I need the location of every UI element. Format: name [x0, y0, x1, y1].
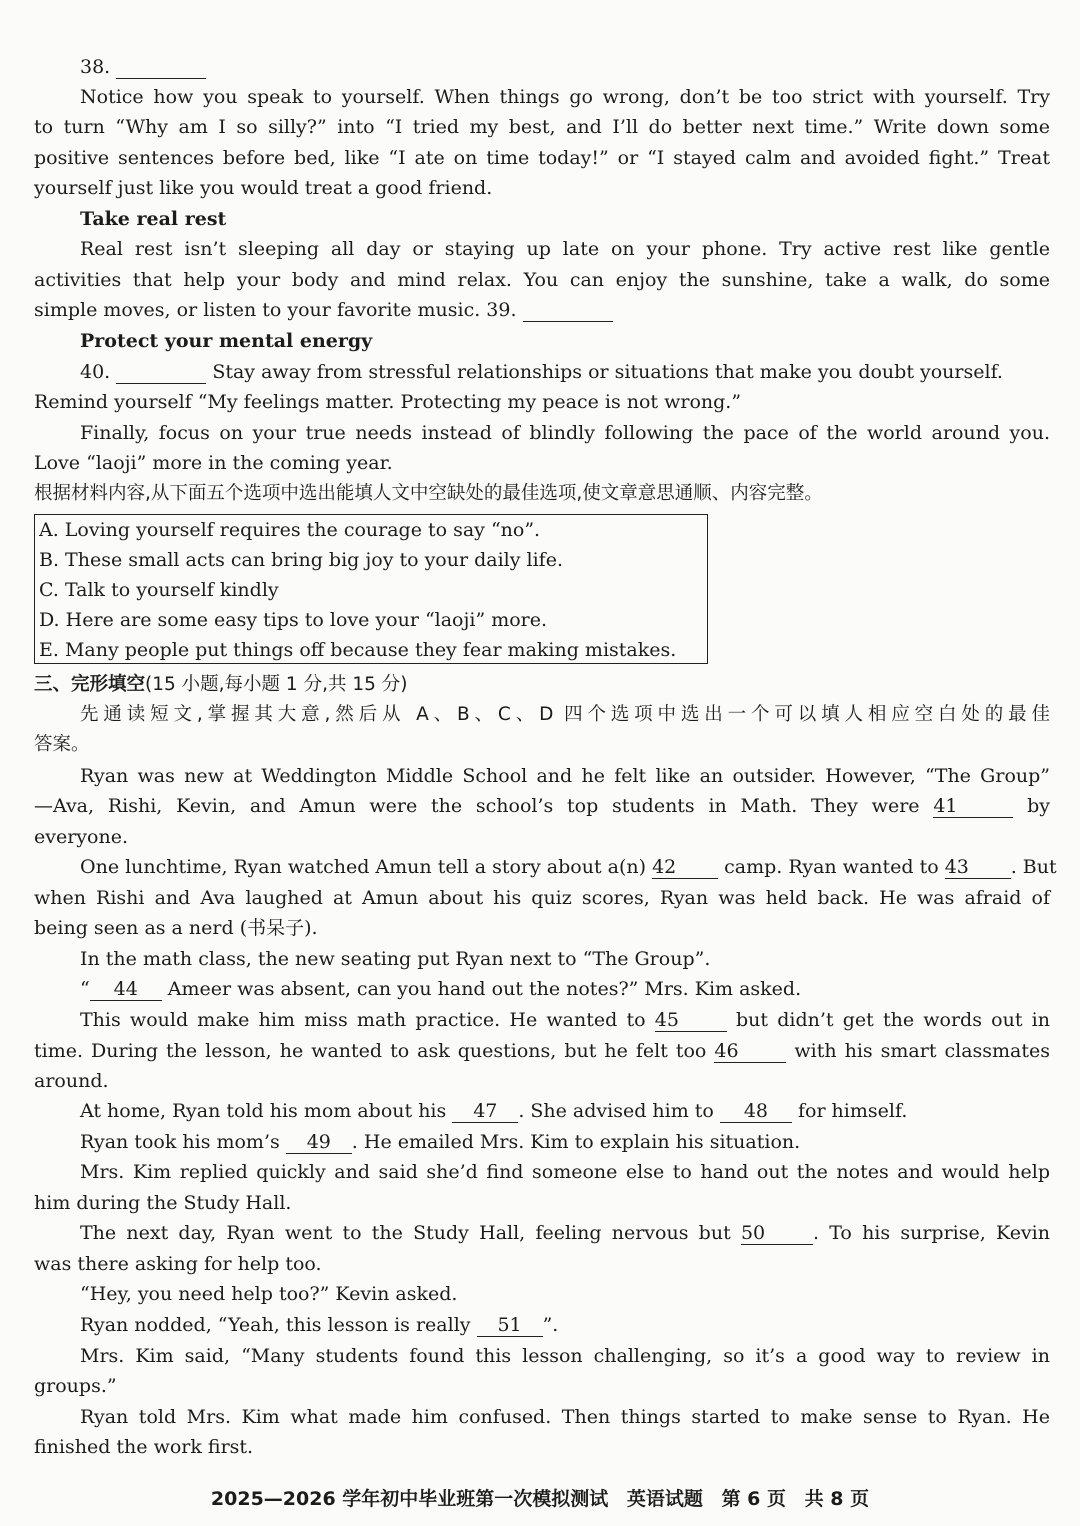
- cloze-line: [80, 1005, 1050, 1035]
- cloze-blank-47[interactable]: 47: [452, 1100, 518, 1123]
- cloze-text: “: [80, 978, 90, 1000]
- cloze-blank-43[interactable]: 43: [945, 856, 1011, 879]
- footer-page-number: 第 6 页: [721, 1488, 787, 1510]
- cloze-line: In the math class, the new seating put Ryan next to “The Group”.: [80, 948, 711, 970]
- para-talk-line: Notice how you speak to yourself. When things go wrong, don’t be too strict with yourself. Try: [80, 86, 1050, 108]
- page-footer: [0, 1484, 1080, 1511]
- cloze-line: [80, 1310, 1050, 1340]
- cloze-line: “Hey, you need help too?” Kevin asked.: [80, 1283, 458, 1305]
- para-talk-line: yourself just like you would treat a good friend.: [34, 177, 493, 199]
- cloze-line: Mrs. Kim replied quickly and said she’d find someone else to hand out the notes and would help: [80, 1161, 1050, 1183]
- cloze-line: was there asking for help too.: [34, 1253, 322, 1275]
- cloze-blank-46[interactable]: 46: [714, 1040, 786, 1063]
- cloze-text: Ameer was absent, can you hand out the notes?” Mrs. Kim asked.: [167, 978, 802, 1000]
- cloze-line: when Rishi and Ava laughed at Amun about his quiz scores, Ryan was held back. He was afraid of: [34, 887, 1050, 909]
- cloze-blank-44[interactable]: 44: [90, 978, 162, 1001]
- cloze-line: [80, 1218, 1050, 1248]
- cloze-text: This would make him miss math practice. He wanted to: [80, 1009, 646, 1031]
- section3-heading: [34, 670, 1050, 700]
- cloze-text: . He emailed Mrs. Kim to explain his situation.: [351, 1131, 801, 1153]
- cloze-blank-42[interactable]: 42: [652, 856, 718, 879]
- cloze-blank-41[interactable]: 41: [933, 795, 1013, 818]
- option-a: A. Loving yourself requires the courage to say “no”.: [39, 519, 541, 541]
- cloze-text: . She advised him to: [518, 1100, 714, 1122]
- cloze-text: —Ava, Rishi, Kevin, and Amun were the school’s top students in Math. They were: [34, 795, 920, 817]
- q40-blank[interactable]: [116, 361, 206, 384]
- cloze-line: everyone.: [34, 826, 128, 848]
- cloze-line: [80, 974, 1050, 1004]
- cloze-line: finished the work first.: [34, 1436, 254, 1458]
- cloze-text: One lunchtime, Ryan watched Amun tell a story about a(n): [80, 856, 647, 878]
- para-rest-line: activities that help your body and mind relax. You can enjoy the sunshine, take a walk, do some: [34, 269, 1050, 291]
- cloze-line: groups.”: [34, 1375, 117, 1397]
- cloze-text: . To his surprise, Kevin: [812, 1222, 1050, 1244]
- cloze-blank-48[interactable]: 48: [720, 1100, 792, 1123]
- para-rest-line: Real rest isn’t sleeping all day or staying up late on your phone. Try active rest like gentle: [80, 238, 1050, 260]
- cloze-text: but didn’t get the words out in: [735, 1009, 1050, 1031]
- option-d: D. Here are some easy tips to love your “laoji” more.: [39, 609, 548, 631]
- q38-line: [80, 52, 1050, 82]
- q40-line: [80, 357, 1050, 387]
- option-c: C. Talk to yourself kindly: [39, 579, 279, 601]
- q39-blank[interactable]: [523, 299, 613, 322]
- section3-instruction: 答案。: [34, 734, 90, 755]
- cloze-text: Ryan took his mom’s: [80, 1131, 280, 1153]
- options-instruction: 根据材料内容,从下面五个选项中选出能填人文中空缺处的最佳选项,使文章意思通顺、内容完整。: [34, 483, 823, 504]
- heading-take-rest: Take real rest: [80, 208, 227, 230]
- cloze-line: Ryan told Mrs. Kim what made him confused. Then things started to make sense to Ryan. He: [80, 1406, 1050, 1428]
- cloze-text: for himself.: [797, 1100, 908, 1122]
- q38-label: 38.: [80, 56, 111, 78]
- cloze-text: with his smart classmates: [794, 1040, 1050, 1062]
- cloze-blank-51[interactable]: 51: [477, 1314, 543, 1337]
- cloze-blank-49[interactable]: 49: [286, 1131, 352, 1154]
- option-e: E. Many people put things off because they fear making mistakes.: [39, 639, 677, 661]
- para-protect-text: Stay away from stressful relationships or situations that make you doubt yourself.: [212, 361, 1003, 383]
- q40-label: 40.: [80, 361, 111, 383]
- para-rest-line: [34, 295, 1050, 325]
- cloze-line: Mrs. Kim said, “Many students found this lesson challenging, so it’s a good way to review in: [80, 1345, 1050, 1367]
- options-box: [34, 514, 708, 664]
- cloze-text: The next day, Ryan went to the Study Hall, feeling nervous but: [80, 1222, 731, 1244]
- para-rest-text: simple moves, or listen to your favorite music. 39.: [34, 299, 517, 321]
- cloze-blank-50[interactable]: 50: [741, 1222, 813, 1245]
- q38-blank[interactable]: [116, 56, 206, 79]
- cloze-text: . But: [1010, 856, 1057, 878]
- para-talk-line: positive sentences before bed, like “I ate on time today!” or “I stayed calm and avoided fight.” Treat: [34, 147, 1050, 169]
- heading-protect-energy: Protect your mental energy: [80, 330, 373, 352]
- section3-instruction: 先通读短文,掌握其大意,然后从 A、B、C、D 四个选项中选出一个可以填人相应空白处的最佳: [80, 704, 1050, 725]
- cloze-line: around.: [34, 1070, 109, 1092]
- option-b: B. These small acts can bring big joy to your daily life.: [39, 549, 563, 571]
- cloze-line: [34, 1036, 1050, 1066]
- footer-page-total: 共 8 页: [804, 1488, 870, 1510]
- para-protect-line: Remind yourself “My feelings matter. Protecting my peace is not wrong.”: [34, 391, 742, 413]
- cloze-blank-45[interactable]: 45: [655, 1009, 727, 1032]
- para-talk-line: to turn “Why am I so silly?” into “I tried my best, and I’ll do better next time.” Write down some: [34, 116, 1050, 138]
- cloze-text: At home, Ryan told his mom about his: [80, 1100, 447, 1122]
- cloze-line: [80, 852, 1057, 882]
- para-final-line: Finally, focus on your true needs instead of blindly following the pace of the world around you.: [80, 422, 1050, 444]
- footer-exam-title: 2025—2026 学年初中毕业班第一次模拟测试: [210, 1488, 609, 1510]
- cloze-text: ”.: [542, 1314, 559, 1336]
- cloze-line: being seen as a nerd (书呆子).: [34, 917, 318, 939]
- para-final-line: Love “laoji” more in the coming year.: [34, 452, 393, 474]
- cloze-text: camp. Ryan wanted to: [724, 856, 939, 878]
- section3-points: (15 小题,每小题 1 分,共 15 分): [145, 674, 408, 695]
- cloze-text: time. During the lesson, he wanted to ask questions, but he felt too: [34, 1040, 707, 1062]
- cloze-text: by: [1027, 795, 1050, 817]
- cloze-line: [80, 1096, 1050, 1126]
- cloze-line: Ryan was new at Weddington Middle School and he felt like an outsider. However, “The Group”: [80, 765, 1050, 787]
- cloze-line: him during the Study Hall.: [34, 1192, 292, 1214]
- cloze-line: [80, 1127, 1050, 1157]
- footer-subject: 英语试题: [626, 1488, 703, 1510]
- cloze-line: [34, 791, 1050, 821]
- cloze-text: Ryan nodded, “Yeah, this lesson is really: [80, 1314, 471, 1336]
- section3-title: 三、完形填空: [34, 674, 146, 695]
